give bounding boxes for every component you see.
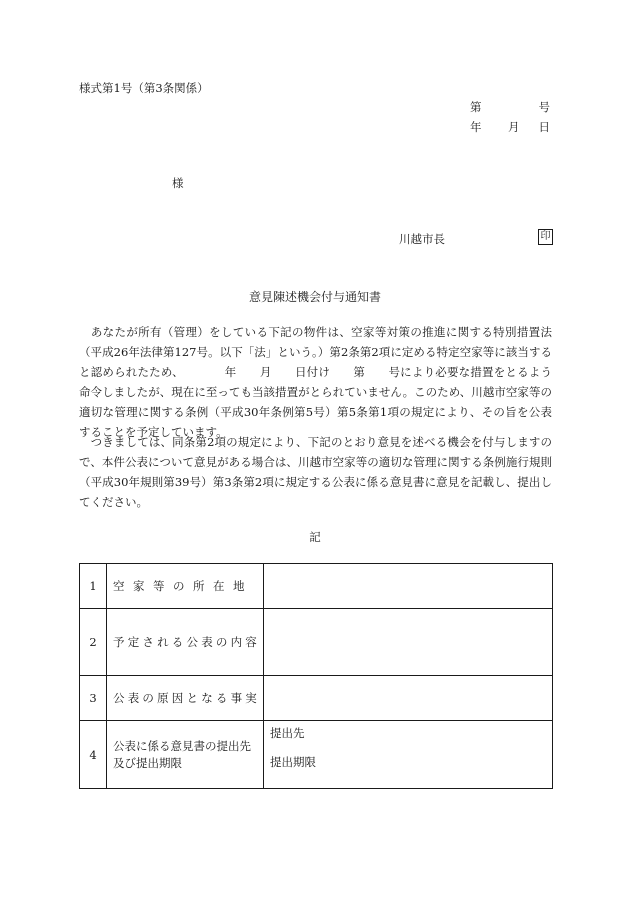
- date-day: 日: [538, 120, 550, 134]
- table-row: [80, 721, 553, 789]
- body-paragraph-1: あなたが所有（管理）をしている下記の物件は、空家等対策の推進に関する特別措置法（平成26年法律第127号。以下「法」という。）第2条第2項に定める特定空家等に該当すると認められたため、 年 月 日付け 第 号により必要な措置をとるよう命令しましたが、現在に至っても当該措置がとられていません。このため、川越市空家等の適切な管理に関する条例（平成30年条例第5号）第5条第1項の規定により、その旨を公表することを予定しています。: [79, 325, 552, 439]
- item-label: 予定される公表の内容: [107, 609, 264, 676]
- document-number-prefix: 第: [470, 100, 482, 114]
- date-year: 年: [470, 120, 482, 134]
- item-value: [264, 721, 553, 789]
- seal-mark: 印: [538, 229, 553, 245]
- form-identifier: 様式第1号（第3条関係）: [79, 81, 209, 95]
- issuer-name: 川越市長: [399, 232, 445, 246]
- submission-deadline-label: 提出期限: [270, 755, 316, 769]
- items-table: [79, 563, 553, 789]
- body-paragraph-2: つきましては、同条第2項の規定により、下記のとおり意見を述べる機会を付与しますので、本件公表について意見がある場合は、川越市空家等の適切な管理に関する条例施行規則（平成30年規則第39号）第3条第2項に規定する公表に係る意見書に意見を記載し、提出してください。: [79, 435, 552, 509]
- document-number-suffix: 号: [538, 100, 550, 114]
- item-label-line: 公表に係る意見書の提出先: [113, 738, 251, 753]
- item-label-line: 及び提出期限: [113, 755, 182, 770]
- item-label: 公表の原因となる事実: [107, 676, 264, 721]
- item-value: [264, 676, 553, 721]
- document-title: 意見陳述機会付与通知書: [248, 290, 381, 304]
- ki-heading: 記: [309, 530, 321, 544]
- item-value: [264, 609, 553, 676]
- item-number: 4: [80, 721, 107, 789]
- submission-destination-label: 提出先: [270, 726, 305, 740]
- addressee-honorific: 様: [172, 176, 184, 190]
- item-label: [107, 721, 264, 789]
- table-row: [80, 676, 553, 721]
- table-row: [80, 609, 553, 676]
- item-number: 1: [80, 564, 107, 609]
- item-value: [264, 564, 553, 609]
- item-number: 2: [80, 609, 107, 676]
- date-month: 月: [508, 120, 520, 134]
- table-row: [80, 564, 553, 609]
- item-number: 3: [80, 676, 107, 721]
- item-label: 空家等の所在地: [107, 564, 264, 609]
